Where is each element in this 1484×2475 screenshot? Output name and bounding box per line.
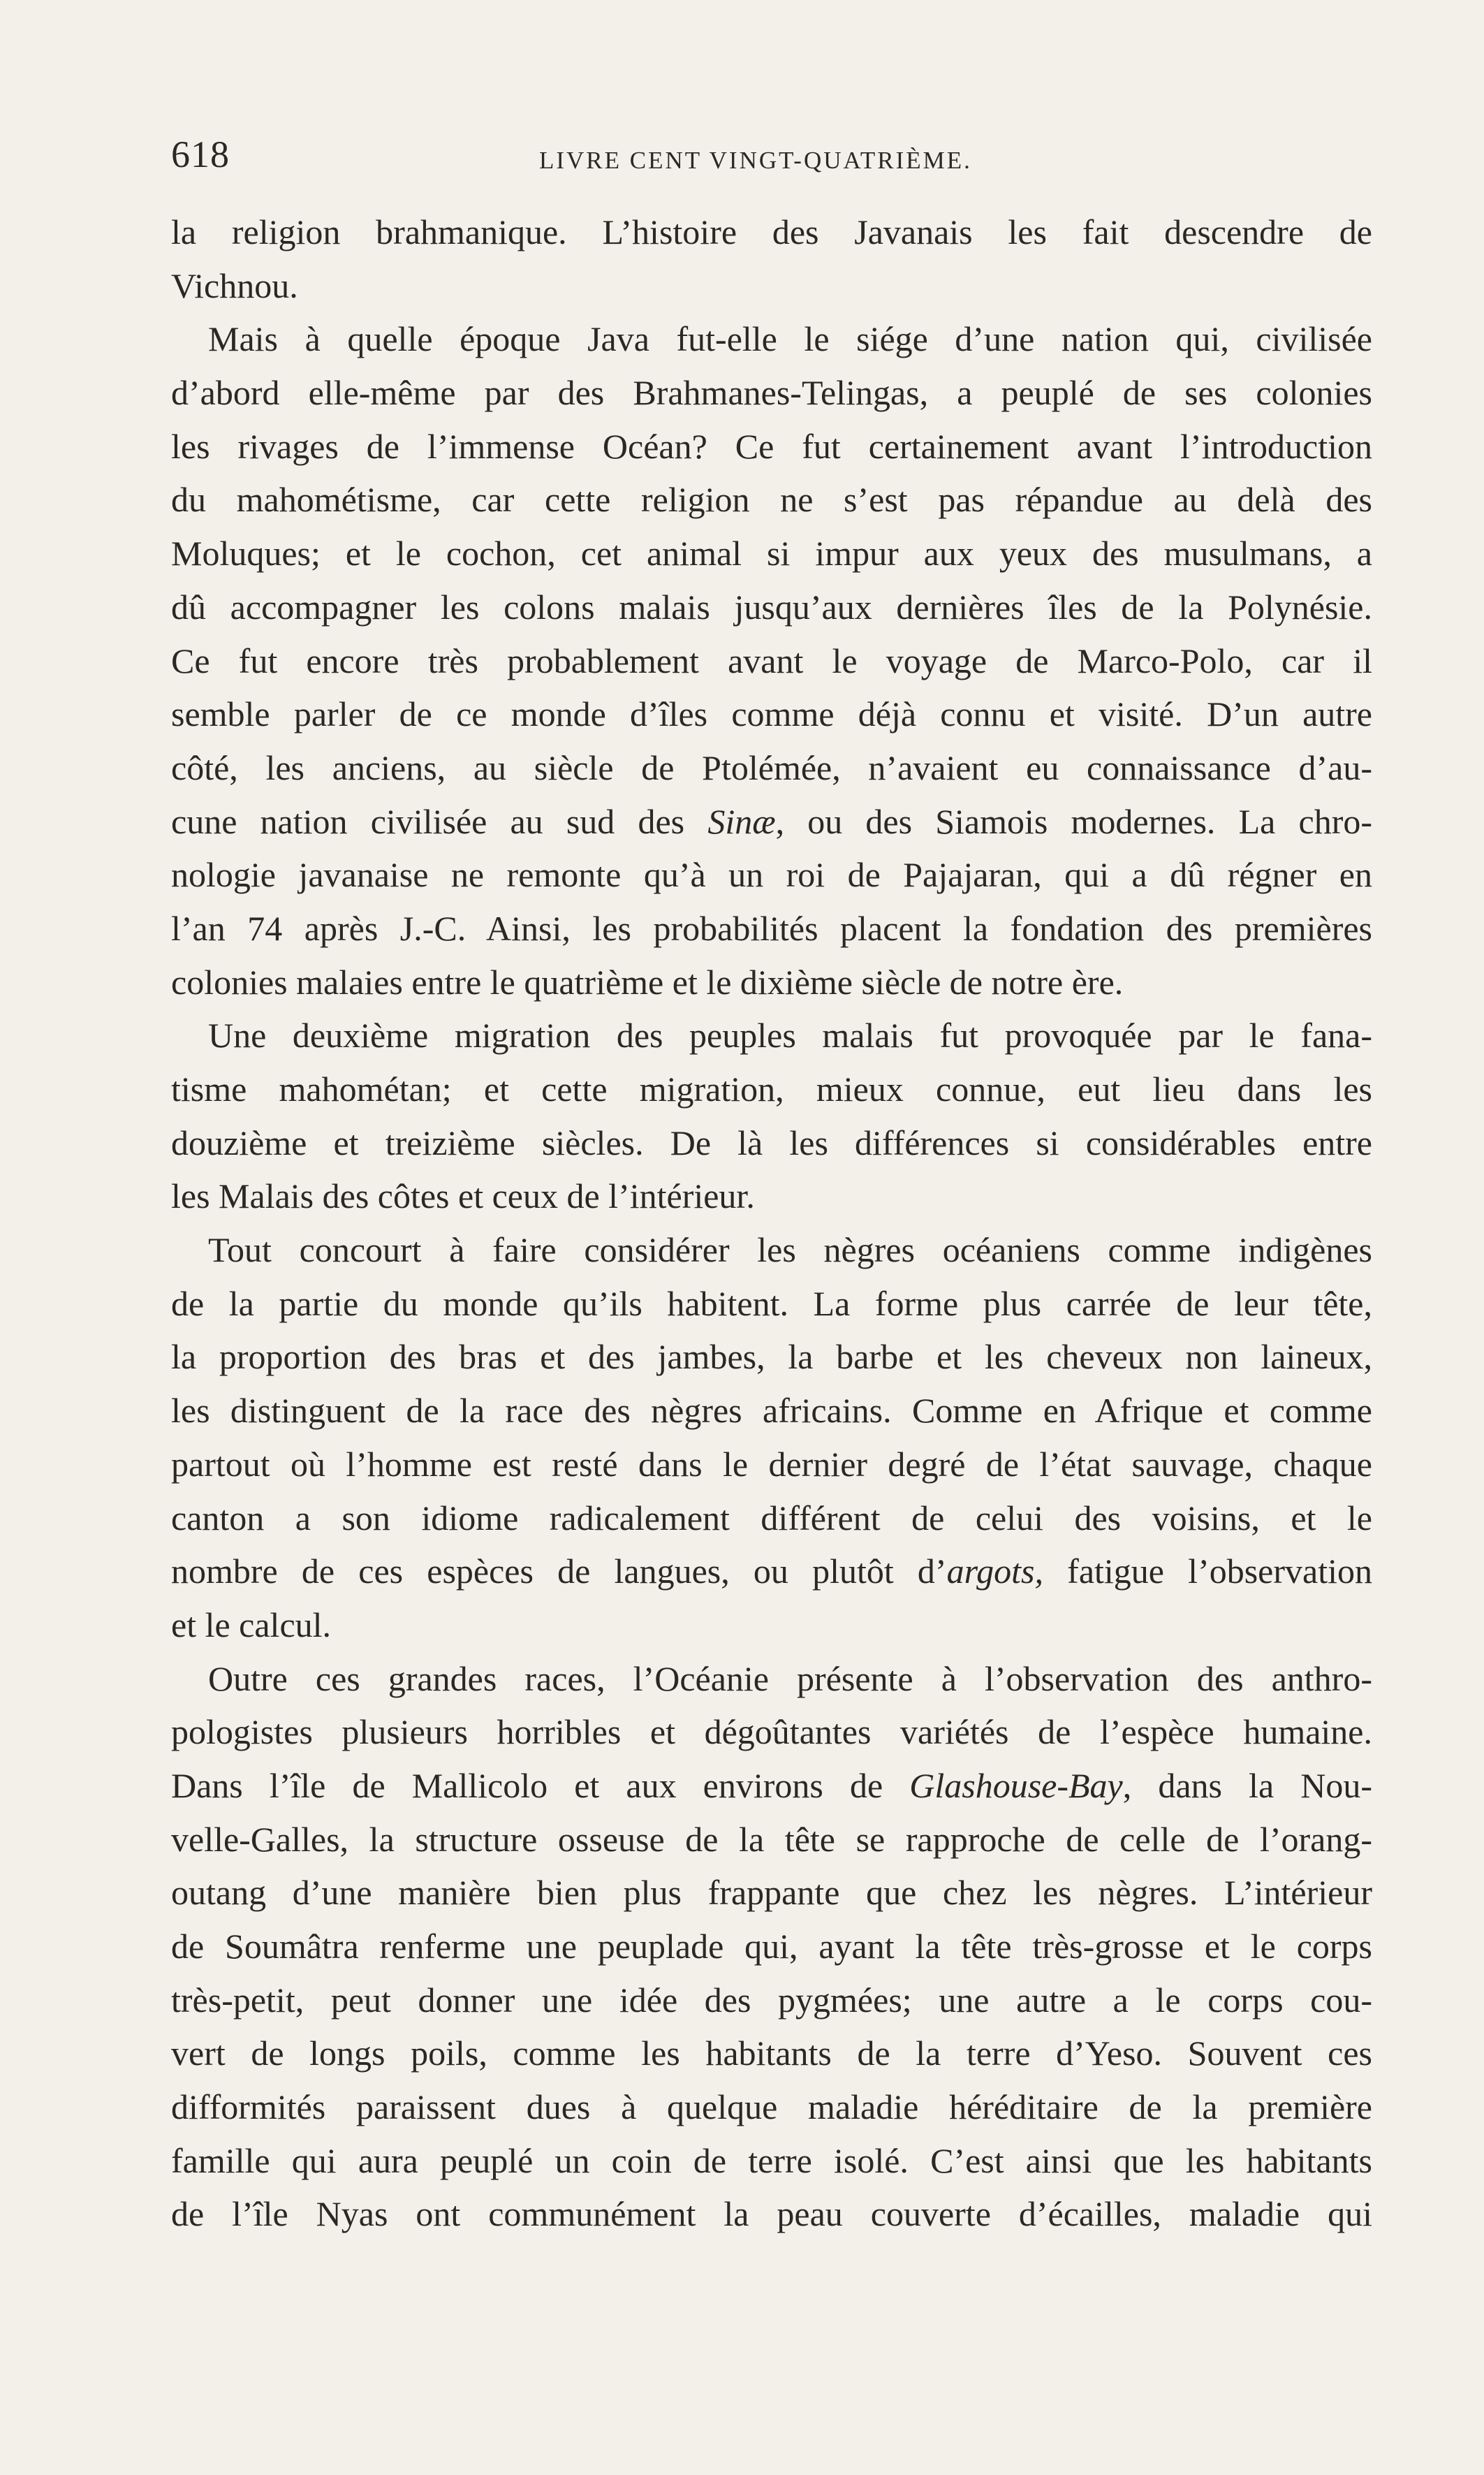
text-segment: colonies malaies entre le quatrième et le dixième siècle de notre ère. <box>171 962 1124 1002</box>
text-segment: Tout concourt à faire considérer les nègres océaniens comme indigènes <box>208 1230 1372 1270</box>
page-header <box>171 120 1372 183</box>
text-line <box>171 205 1372 259</box>
text-segment: fatigue l’observation <box>1043 1552 1372 1591</box>
text-segment: cune nation civilisée au sud des <box>171 801 708 841</box>
text-line <box>171 581 1372 634</box>
text-line <box>171 1652 1372 1706</box>
text-segment: Mais à quelle époque Java fut-elle le siége d’une nation qui, civilisée <box>208 319 1372 359</box>
text-segment: partout où l’homme est resté dans le dernier degré de l’état sauvage, chaque <box>171 1444 1372 1484</box>
text-line <box>171 2080 1372 2134</box>
text-line <box>171 1223 1372 1277</box>
text-segment: de la partie du monde qu’ils habitent. La forme plus carrée de leur tête, <box>171 1283 1372 1323</box>
text-line <box>171 527 1372 581</box>
text-line <box>171 848 1372 902</box>
text-line <box>171 1491 1372 1545</box>
italic-term: argots, <box>946 1552 1044 1591</box>
text-line <box>171 2027 1372 2080</box>
text-segment: de Soumâtra renferme une peuplade qui, ayant la tête très-grosse et le corps <box>171 1927 1372 1966</box>
text-segment: Vichnou. <box>171 265 298 305</box>
text-line <box>171 1920 1372 1973</box>
text-line <box>171 2187 1372 2241</box>
text-line <box>171 1598 1372 1652</box>
text-line <box>171 1705 1372 1759</box>
text-line <box>171 1384 1372 1438</box>
text-segment: velle-Galles, la structure osseuse de la tête se rapproche de celle de l’orang- <box>171 1819 1372 1859</box>
body-text <box>171 205 1372 2241</box>
text-segment: douzième et treizième siècles. De là les différences si considérables entre <box>171 1123 1372 1162</box>
text-line <box>171 1973 1372 2027</box>
text-segment: tisme mahométan; et cette migration, mieux connue, eut lieu dans les <box>171 1069 1372 1109</box>
text-segment: l’an 74 après J.-C. Ainsi, les probabilités placent la fondation des premières <box>171 908 1372 948</box>
text-line <box>171 1063 1372 1116</box>
text-segment: dû accompagner les colons malais jusqu’aux dernières îles de la Polynésie. <box>171 587 1372 627</box>
text-segment: , dans la Nou- <box>1122 1765 1372 1805</box>
text-segment: côté, les anciens, au siècle de Ptolémée, n’avaient eu connaissance d’au- <box>171 747 1372 787</box>
text-line <box>171 2134 1372 2188</box>
text-line <box>171 634 1372 688</box>
text-segment: semble parler de ce monde d’îles comme déjà connu et visité. D’un autre <box>171 694 1372 734</box>
text-line <box>171 795 1372 849</box>
running-head: LIVRE CENT VINGT-QUATRIÈME. <box>539 147 972 174</box>
text-segment: Moluques; et le cochon, cet animal si impur aux yeux des musulmans, a <box>171 534 1372 574</box>
text-line <box>171 687 1372 741</box>
text-line <box>171 1277 1372 1331</box>
text-segment: difformités paraissent dues à quelque maladie héréditaire de la première <box>171 2087 1372 2127</box>
text-line <box>171 741 1372 795</box>
text-segment: Ce fut encore très probablement avant le voyage de Marco-Polo, car il <box>171 641 1372 680</box>
text-line <box>171 1545 1372 1598</box>
text-segment: la proportion des bras et des jambes, la barbe et les cheveux non laineux, <box>171 1337 1372 1377</box>
text-segment: vert de longs poils, comme les habitants de la terre d’Yeso. Souvent ces <box>171 2034 1372 2073</box>
text-segment: nologie javanaise ne remonte qu’à un roi de Pajajaran, qui a dû régner en <box>171 855 1372 895</box>
text-line <box>171 1009 1372 1063</box>
text-segment: Une deuxième migration des peuples malais fut provoquée par le fana- <box>208 1016 1372 1056</box>
text-line <box>171 366 1372 420</box>
text-line <box>171 956 1372 1009</box>
text-segment: et le calcul. <box>171 1605 332 1644</box>
text-line <box>171 1330 1372 1384</box>
text-segment: très-petit, peut donner une idée des pygmées; une autre a le corps cou- <box>171 1980 1372 2020</box>
text-line <box>171 1438 1372 1491</box>
text-segment: famille qui aura peuplé un coin de terre isolé. C’est ainsi que les habitants <box>171 2140 1372 2180</box>
text-line <box>171 259 1372 313</box>
text-line <box>171 902 1372 956</box>
page-number: 618 <box>171 133 230 175</box>
text-line <box>171 1866 1372 1920</box>
text-segment: de l’île Nyas ont communément la peau couverte d’écailles, maladie qui <box>171 2194 1372 2234</box>
text-segment: , ou des Siamois modernes. La chro- <box>775 801 1372 841</box>
text-segment: nombre de ces espèces de langues, ou plutôt d’ <box>171 1552 947 1591</box>
text-segment: les distinguent de la race des nègres africains. Comme en Afrique et comme <box>171 1391 1372 1431</box>
italic-term: Glashouse-Bay <box>909 1765 1123 1805</box>
text-segment: du mahométisme, car cette religion ne s’est pas répandue au delà des <box>171 480 1372 520</box>
text-line <box>171 312 1372 366</box>
text-segment: d’abord elle-même par des Brahmanes-Telingas, a peuplé de ses colonies <box>171 373 1372 413</box>
text-segment: canton a son idiome radicalement différent de celui des voisins, et le <box>171 1498 1372 1538</box>
text-line <box>171 1813 1372 1867</box>
text-segment: Outre ces grandes races, l’Océanie présente à l’observation des anthro- <box>208 1658 1372 1698</box>
italic-term: Sinæ <box>707 801 776 841</box>
text-segment: les rivages de l’immense Océan? Ce fut certainement avant l’introduction <box>171 426 1372 466</box>
text-segment: les Malais des côtes et ceux de l’intérieur. <box>171 1176 755 1216</box>
text-segment: Dans l’île de Mallicolo et aux environs de <box>171 1765 910 1805</box>
text-segment: la religion brahmanique. L’histoire des Javanais les fait descendre de <box>171 212 1372 251</box>
text-line <box>171 473 1372 527</box>
text-segment: pologistes plusieurs horribles et dégoûtantes variétés de l’espèce humaine. <box>171 1712 1372 1752</box>
text-line <box>171 420 1372 474</box>
text-segment: outang d’une manière bien plus frappante que chez les nègres. L’intérieur <box>171 1873 1372 1913</box>
text-line <box>171 1759 1372 1813</box>
text-line <box>171 1116 1372 1170</box>
text-line <box>171 1169 1372 1223</box>
